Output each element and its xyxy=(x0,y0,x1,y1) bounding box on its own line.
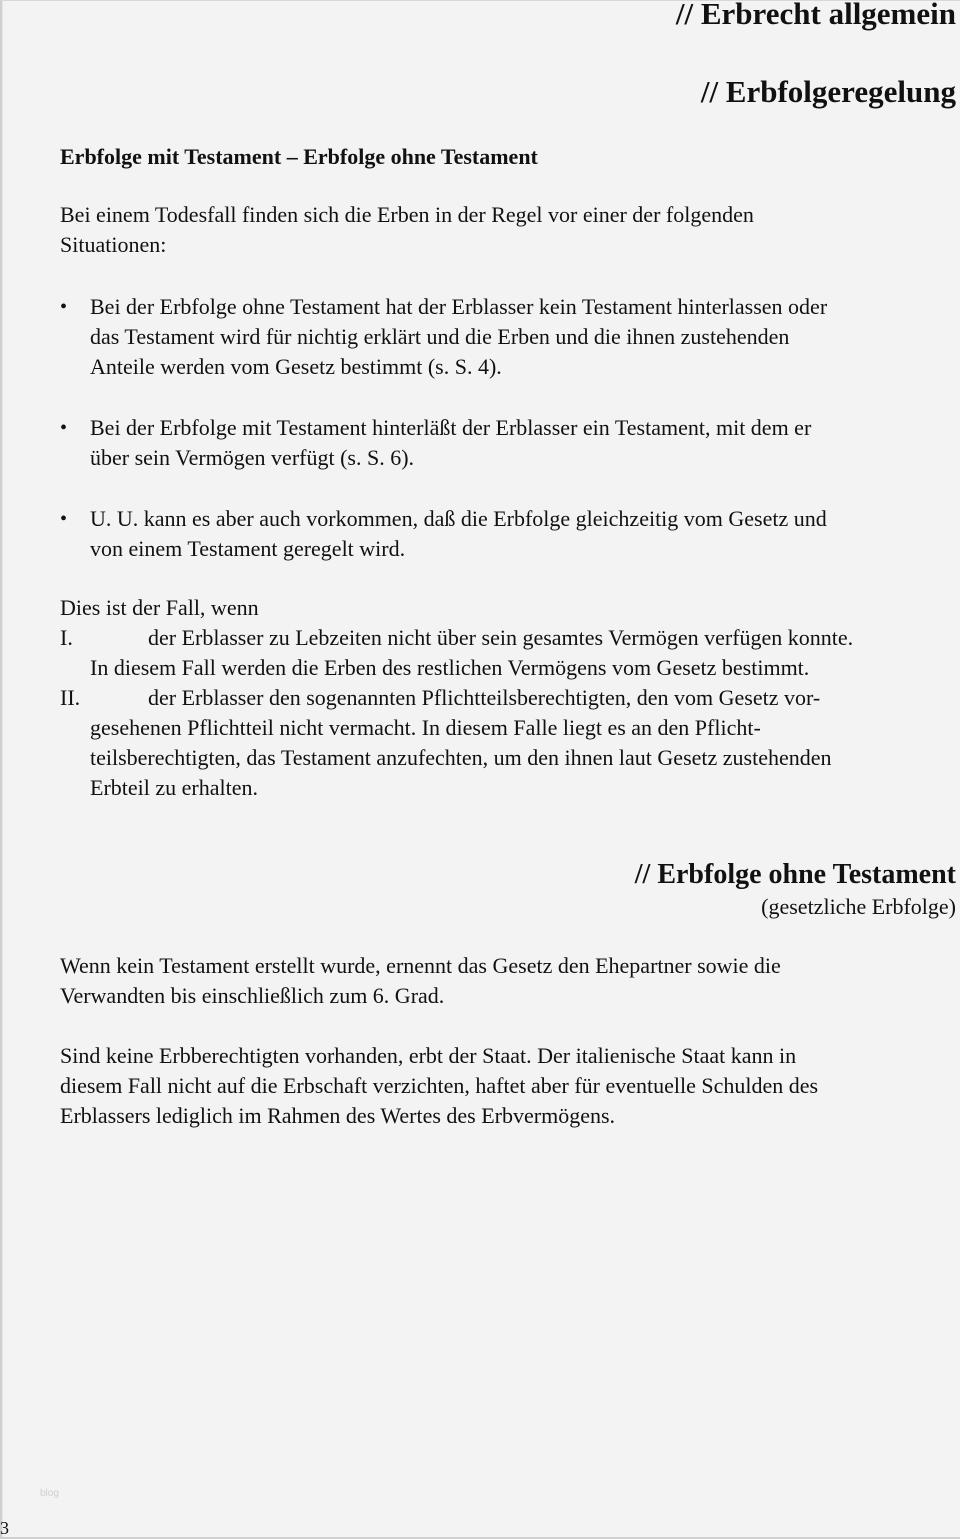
text-line: über sein Vermögen verfügt (s. S. 6). xyxy=(90,445,415,470)
text-line: U. U. kann es aber auch vorkommen, daß die Erbfolge gleichzeitig vom Gesetz und xyxy=(90,506,827,531)
text-line: gesehenen Pflichtteil nicht vermacht. In diesem Falle liegt es an den Pflicht- xyxy=(90,715,761,740)
bullet-item xyxy=(90,413,811,473)
text-line: diesem Fall nicht auf die Erbschaft verzichten, haftet aber für eventuelle Schulden des xyxy=(60,1073,819,1098)
bullet-icon: • xyxy=(60,417,68,439)
case-first-line: der Erblasser den sogenannten Pflichtteilsberechtigten, den vom Gesetz vor- xyxy=(148,685,821,710)
text-line: Wenn kein Testament erstellt wurde, ernennt das Gesetz den Ehepartner sowie die xyxy=(60,953,781,978)
text-line: Bei einem Todesfall finden sich die Erben in der Regel vor einer der folgenden xyxy=(60,202,754,227)
text-line: Verwandten bis einschließlich zum 6. Grad. xyxy=(60,983,445,1008)
paragraph xyxy=(60,951,781,1011)
intro-paragraph xyxy=(60,200,754,260)
subsection-subtitle: (gesetzliche Erbfolge) xyxy=(761,894,956,919)
bullet-icon: • xyxy=(60,296,68,318)
case-continuation xyxy=(90,713,832,803)
case-number: I. xyxy=(60,625,73,650)
text-line: das Testament wird für nichtig erklärt und die Erben und die ihnen zustehenden xyxy=(90,324,790,349)
page-number: 3 xyxy=(0,1518,9,1538)
subsection-title: // Erbfolge ohne Testament xyxy=(634,859,956,890)
text-line: teilsberechtigten, das Testament anzufechten, um den ihnen laut Gesetz zustehenden xyxy=(90,745,832,770)
case-intro: Dies ist der Fall, wenn xyxy=(60,595,259,620)
text-line: Bei der Erbfolge mit Testament hinterläßt der Erblasser ein Testament, mit dem er xyxy=(90,415,812,440)
chapter-title: // Erbrecht allgemein xyxy=(675,0,956,31)
text-line: In diesem Fall werden die Erben des restlichen Vermögens vom Gesetz bestimmt. xyxy=(90,655,810,680)
text-line: Sind keine Erbberechtigten vorhanden, erbt der Staat. Der italienische Staat kann in xyxy=(60,1043,797,1068)
case-first-line: der Erblasser zu Lebzeiten nicht über sein gesamtes Vermögen verfügen konnte. xyxy=(148,625,854,650)
text-line: von einem Testament geregelt wird. xyxy=(90,536,406,561)
text-line: Situationen: xyxy=(60,232,167,257)
paragraph xyxy=(60,1041,818,1131)
text-line: Anteile werden vom Gesetz bestimmt (s. S. 4). xyxy=(90,354,502,379)
text-line: Bei der Erbfolge ohne Testament hat der Erblasser kein Testament hinterlassen oder xyxy=(90,294,828,319)
watermark: blog xyxy=(40,1488,59,1499)
bullet-item xyxy=(90,504,827,564)
bullet-item xyxy=(90,292,827,382)
case-continuation xyxy=(90,653,809,683)
text-line: Erblassers lediglich im Rahmen des Wertes des Erbvermögens. xyxy=(60,1103,616,1128)
bullet-icon: • xyxy=(60,508,68,530)
section-heading: Erbfolge mit Testament – Erbfolge ohne Testament xyxy=(60,144,538,169)
page-left-edge xyxy=(0,0,3,1539)
section-title: // Erbfolgeregelung xyxy=(700,74,956,109)
text-line: Erbteil zu erhalten. xyxy=(90,775,258,800)
case-number: II. xyxy=(60,685,81,710)
